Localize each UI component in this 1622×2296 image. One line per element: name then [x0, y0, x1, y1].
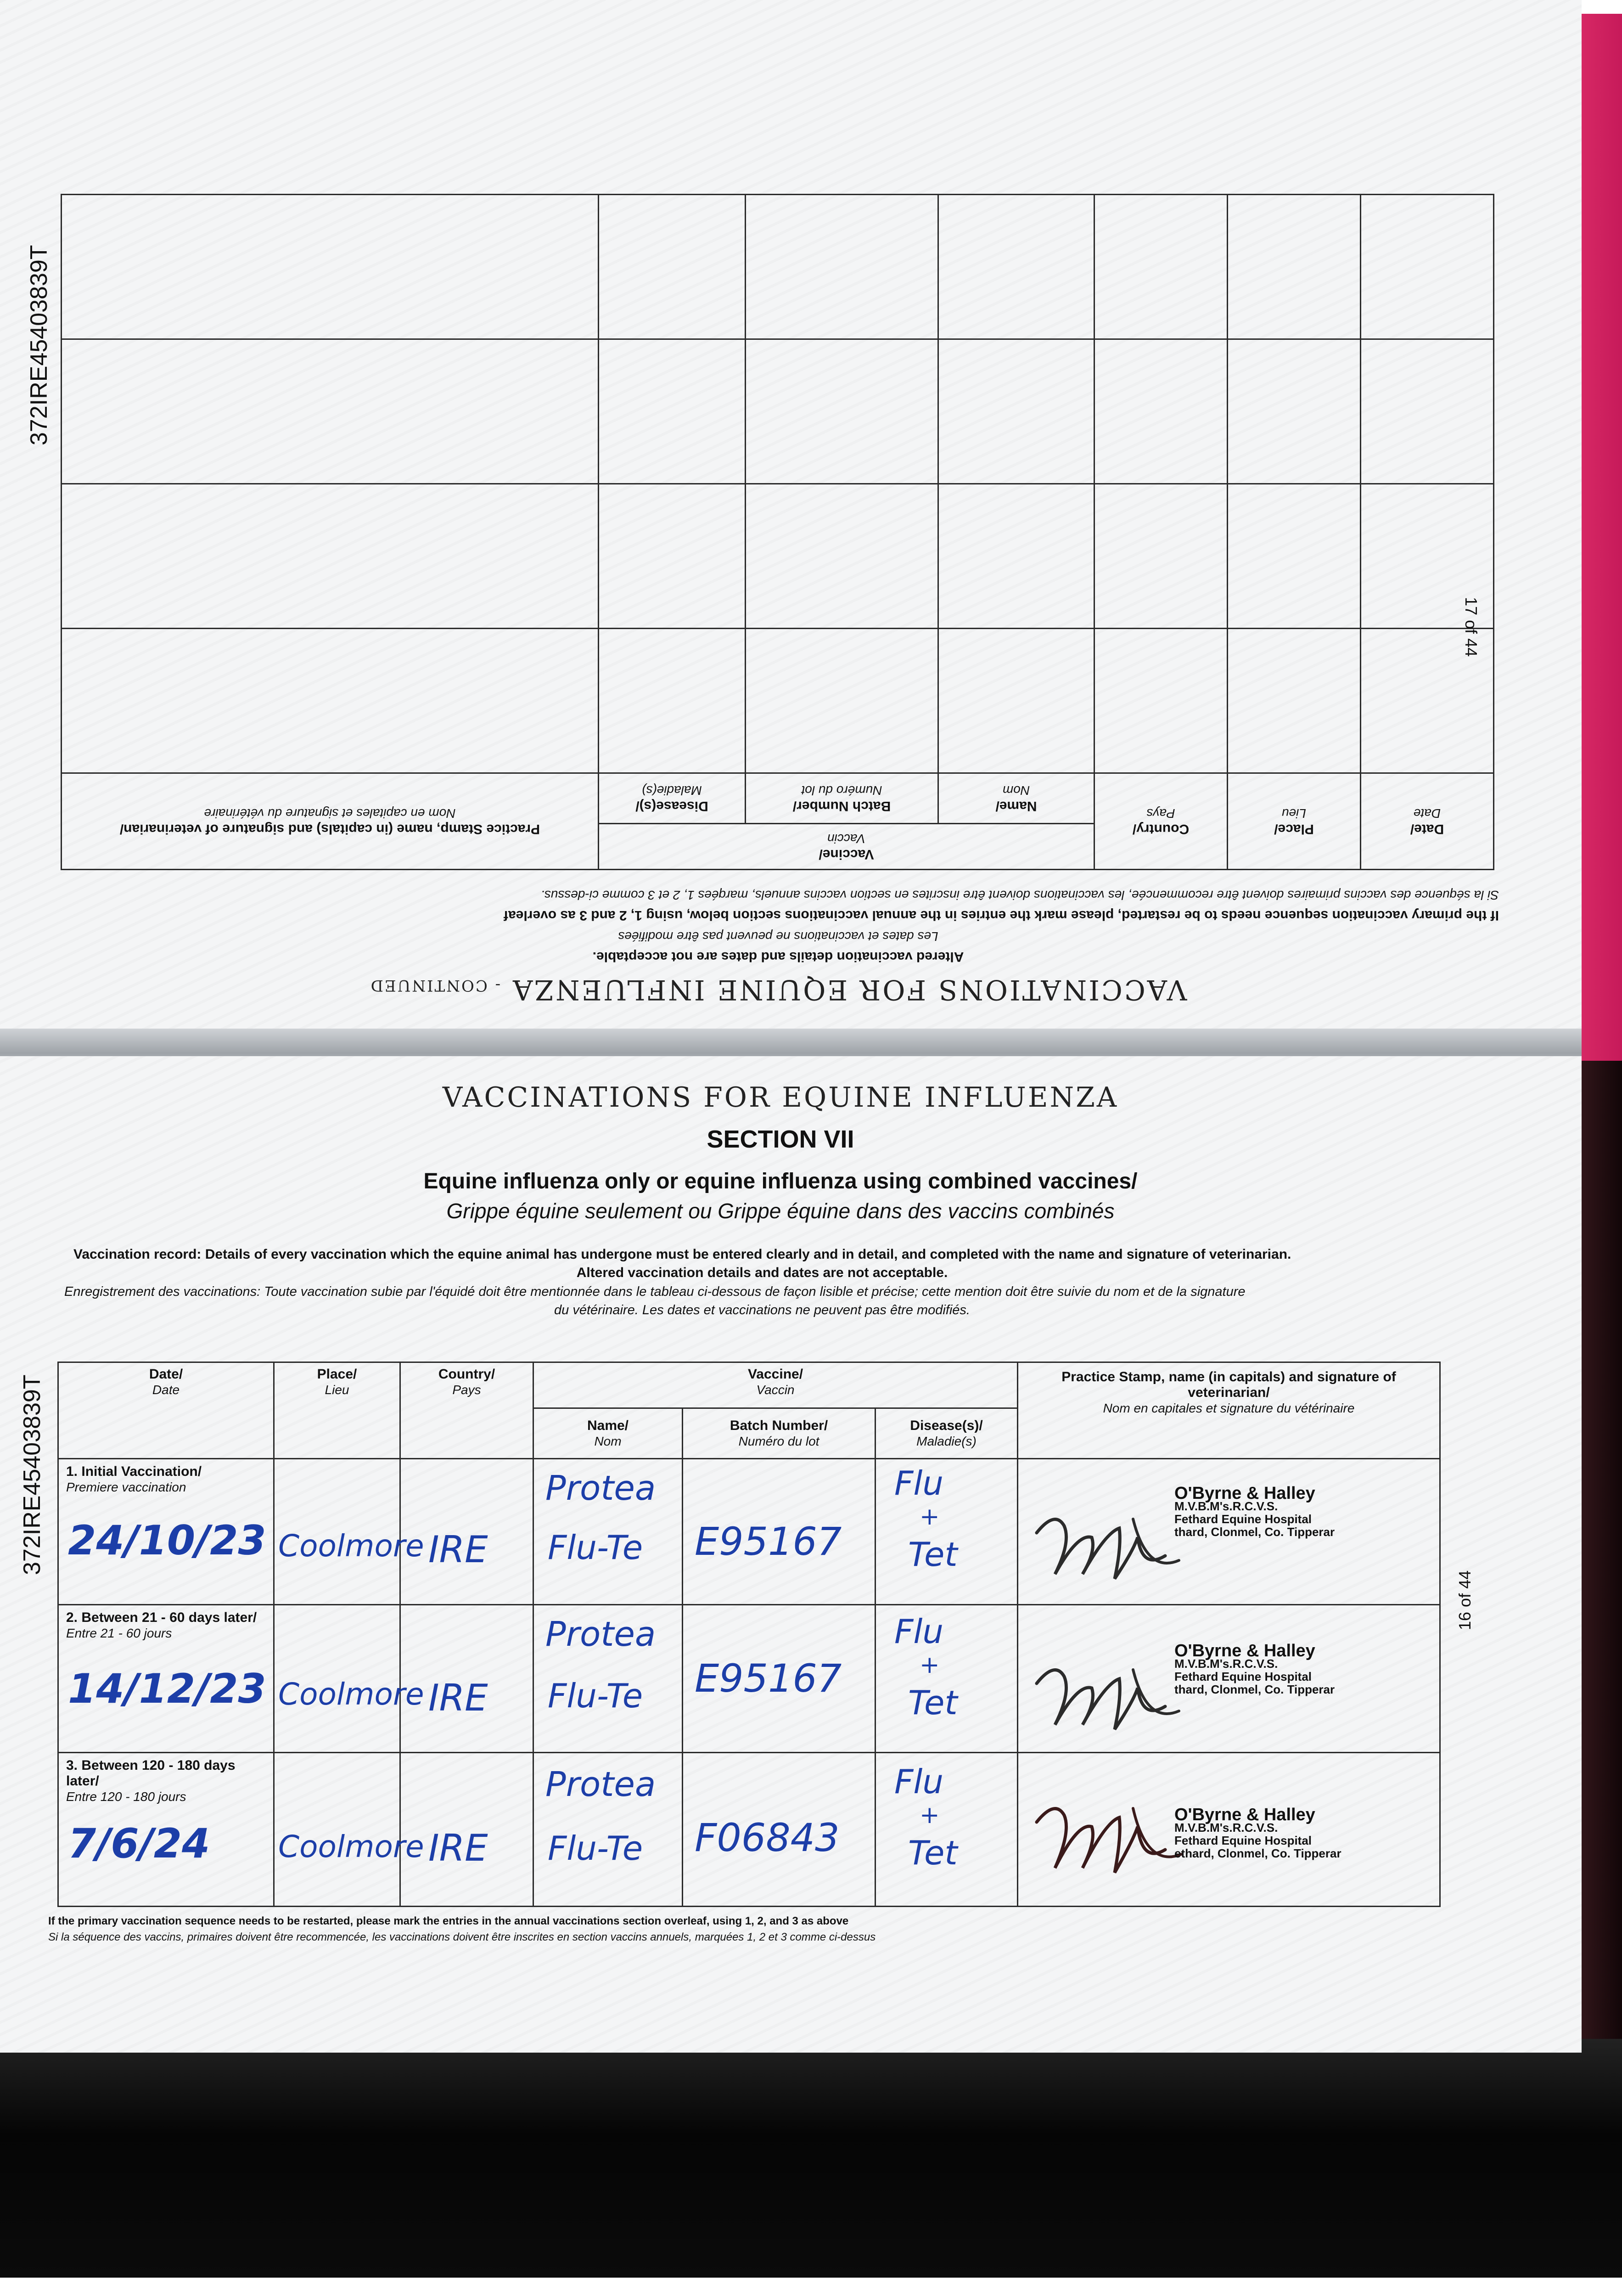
row-1-vaccine-name-2[interactable]: Flu-Te [548, 1528, 643, 1567]
row-3-label-fr: Entre 120 - 180 jours [66, 1790, 186, 1804]
top-altered-notice-fr: Les dates et vaccinations ne peuvent pas être modifiées [618, 929, 938, 944]
top-restart-notice-fr: Si la séquence des vaccins primaires doivent être recommencée, les vaccinations doivent être inscrites en section vaccins annuels, marqées 1, 2 et 3 comme ci-dessus. [541, 888, 1499, 902]
top-place-header: Place/ [1274, 822, 1314, 837]
section-heading: SECTION VII [707, 1125, 854, 1153]
row-1-disease-2[interactable]: Tet [908, 1535, 958, 1574]
row-1-place[interactable]: Coolmore [278, 1528, 424, 1564]
vaccination-row-3 [58, 1753, 1440, 1907]
section-subtitle-fr: Grippe équine seulement ou Grippe équine dans des vaccins combinés [446, 1199, 1115, 1223]
vaccine-header: Vaccine/ [747, 1367, 803, 1382]
vaccination-record-table: Date/ Date Place/ Lieu Country/ Pays Vaccine/ Vaccin Practice Stamp, name (in capitals) and signature of veterinarian/ Nom en capitales et signature du vétérinaire Name/ Nom Batch Number/ Numéro du lot Disease(s)/ Maladie(s) 1. Initial Vaccination/ Premiere vaccination 24/10/23 Coolmore IRE Protea Flu-Te E95167 Flu + Tet O'Byrne & Halley M.V.B.M's.R.C.V.S. Fethard Equine Hospital thard, Clonmel, Co. Tipperar 2. Between 21 - 60 days later/ Entre 21 - 60 jours 14/12/23 Coolmore IRE Protea Flu-Te E95167 Flu + Tet O'Byrne & Halley M.V.B.M's.R.C.V.S. Fethard Equine Hospital thard, Clonmel, Co. Tipperar 3. Between 120 - 180 days later/ Entre 120 - 180 jours 7/6/24 Coolmore IRE Protea Flu-Te F06843 Flu + Tet O'Byrne & Halley M.V.B.M's.R.C.V.S. Fethard Equine Hospital ethard, Clonmel, Co. Tipperar [57, 1362, 1441, 1907]
row-3-date[interactable]: 7/6/24 [68, 1820, 210, 1867]
row-2-date[interactable]: 14/12/23 [68, 1665, 266, 1712]
top-disease-header: Disease(s)/ [635, 799, 708, 814]
row-3-batch[interactable]: F06843 [695, 1815, 840, 1860]
row-3-country[interactable]: IRE [428, 1827, 488, 1869]
row-1-disease-plus: + [920, 1503, 940, 1531]
disease-header: Disease(s)/ [910, 1418, 983, 1433]
cover-bottom-edge [0, 2039, 1622, 2278]
row-2-stamp: O'Byrne & Halley M.V.B.M's.R.C.V.S. Fethard Equine Hospital thard, Clonmel, Co. Tipperar [1174, 1641, 1335, 1696]
row-3-vaccine-name-2[interactable]: Flu-Te [548, 1829, 643, 1868]
vaccination-row-1 [58, 1459, 1440, 1605]
row-2-vaccine-name[interactable]: Protea [545, 1615, 656, 1654]
record-instruction-fr: Enregistrement des vaccinations: Toute vaccination subie par l'équidé doit être mentionnée dans le tableau ci-dessous de façon lisible et précise; cette mention doit être suivie du nom et de la signature [64, 1284, 1246, 1299]
row-3-stamp: O'Byrne & Halley M.V.B.M's.R.C.V.S. Fethard Equine Hospital ethard, Clonmel, Co. Tipperar [1174, 1805, 1341, 1860]
top-altered-notice: Altered vaccination details and dates are not acceptable. [592, 949, 964, 964]
row-1-label: 1. Initial Vaccination/ [66, 1464, 202, 1479]
row-1-country[interactable]: IRE [428, 1528, 488, 1571]
vaccination-row-2 [58, 1605, 1440, 1753]
row-3-disease-2[interactable]: Tet [908, 1834, 958, 1872]
row-1-disease[interactable]: Flu [894, 1464, 944, 1503]
country-header: Country/ [438, 1367, 495, 1382]
date-header: Date/ [149, 1367, 183, 1382]
top-page-number: 17 of 44 [1462, 597, 1481, 657]
page-17 [0, 0, 1582, 1066]
row-1-date[interactable]: 24/10/23 [68, 1517, 266, 1564]
batch-header: Batch Number/ [730, 1418, 828, 1433]
top-empty-row[interactable] [62, 484, 1494, 629]
row-1-label-fr: Premiere vaccination [66, 1480, 186, 1494]
stamp-header: Practice Stamp, name (in capitals) and signature of veterinarian/ [1061, 1369, 1396, 1400]
row-2-vaccine-name-2[interactable]: Flu-Te [548, 1677, 643, 1715]
row-3-label: 3. Between 120 - 180 days later/ [66, 1758, 236, 1789]
row-3-place[interactable]: Coolmore [278, 1829, 424, 1864]
row-1-signature [1027, 1482, 1193, 1593]
top-date-header: Date/ [1410, 822, 1444, 837]
row-2-place[interactable]: Coolmore [278, 1677, 424, 1712]
row-3-disease-plus: + [920, 1801, 940, 1829]
top-page-title: VACCINATIONS FOR EQUINE INFLUENZA - CONTINUED [369, 974, 1187, 1006]
row-2-disease-plus: + [920, 1651, 940, 1679]
top-restart-notice: If the primary vaccination sequence needs to be restarted, please mark the entries in the annual vaccinations section below, using 1, 2 and 3 as overleaf [504, 908, 1499, 923]
row-1-vaccine-name[interactable]: Protea [545, 1469, 656, 1508]
row-2-disease-2[interactable]: Tet [908, 1683, 958, 1722]
name-header: Name/ [587, 1418, 629, 1433]
top-empty-row[interactable] [62, 629, 1494, 773]
row-3-signature [1027, 1772, 1193, 1891]
row-2-label-fr: Entre 21 - 60 jours [66, 1626, 172, 1640]
record-instruction-2: Altered vaccination details and dates are not acceptable. [576, 1265, 948, 1280]
bottom-page-number: 16 of 44 [1455, 1570, 1474, 1630]
row-2-signature [1027, 1633, 1193, 1743]
top-country-header: Country/ [1132, 822, 1190, 837]
top-id-code: 372IRE45403839T [26, 245, 52, 445]
place-header: Place/ [317, 1367, 357, 1382]
bottom-id-code: 372IRE45403839T [19, 1374, 45, 1575]
row-2-label: 2. Between 21 - 60 days later/ [66, 1610, 257, 1625]
restart-footnote: If the primary vaccination sequence needs to be restarted, please mark the entries in the annual vaccinations section overleaf, using 1, 2, and 3 as above [48, 1915, 849, 1927]
bottom-page-title: VACCINATIONS FOR EQUINE INFLUENZA [442, 1081, 1119, 1114]
row-2-disease[interactable]: Flu [894, 1612, 944, 1651]
record-instruction: Vaccination record: Details of every vaccination which the equine animal has undergone must be entered clearly and in detail, and completed with the name and signature of veterinarian. [73, 1247, 1291, 1262]
top-vaccination-table: Date/ Date Place/ Lieu Country/ Pays Vaccine/ Vaccin Practice Stamp, name (in capitals) and signature of veterinarian/ Nom en capitales et signature du vétérinaire Name/ Nom Batch Number/ Numéro du lot Disease(s)/ Maladie(s) [61, 194, 1494, 870]
top-empty-row[interactable] [62, 339, 1494, 484]
row-3-disease[interactable]: Flu [894, 1762, 944, 1801]
top-empty-row[interactable] [62, 195, 1494, 339]
record-instruction-fr-2: du vétérinaire. Les dates et vaccinations ne peuvent pas être modifiés. [554, 1303, 970, 1317]
top-stamp-header: Practice Stamp, name (in capitals) and signature of veterinarian/ [119, 822, 540, 837]
row-2-country[interactable]: IRE [428, 1677, 488, 1719]
row-1-stamp: O'Byrne & Halley M.V.B.M's.R.C.V.S. Fethard Equine Hospital thard, Clonmel, Co. Tipperar [1174, 1484, 1335, 1539]
row-1-batch[interactable]: E95167 [695, 1519, 842, 1564]
page-16 [0, 1056, 1582, 2053]
section-subtitle: Equine influenza only or equine influenza using combined vaccines/ [423, 1169, 1138, 1193]
row-2-batch[interactable]: E95167 [695, 1656, 842, 1701]
row-3-vaccine-name[interactable]: Protea [545, 1765, 656, 1804]
top-batch-header: Batch Number/ [792, 799, 891, 814]
top-name-header: Name/ [995, 799, 1037, 814]
restart-footnote-fr: Si la séquence des vaccins, primaires doivent être recommencée, les vaccinations doivent être inscrites en section vaccins annuels, marquées 1, 2 et 3 comme ci-dessus [48, 1931, 876, 1943]
top-vaccine-header: Vaccine/ [819, 847, 874, 862]
